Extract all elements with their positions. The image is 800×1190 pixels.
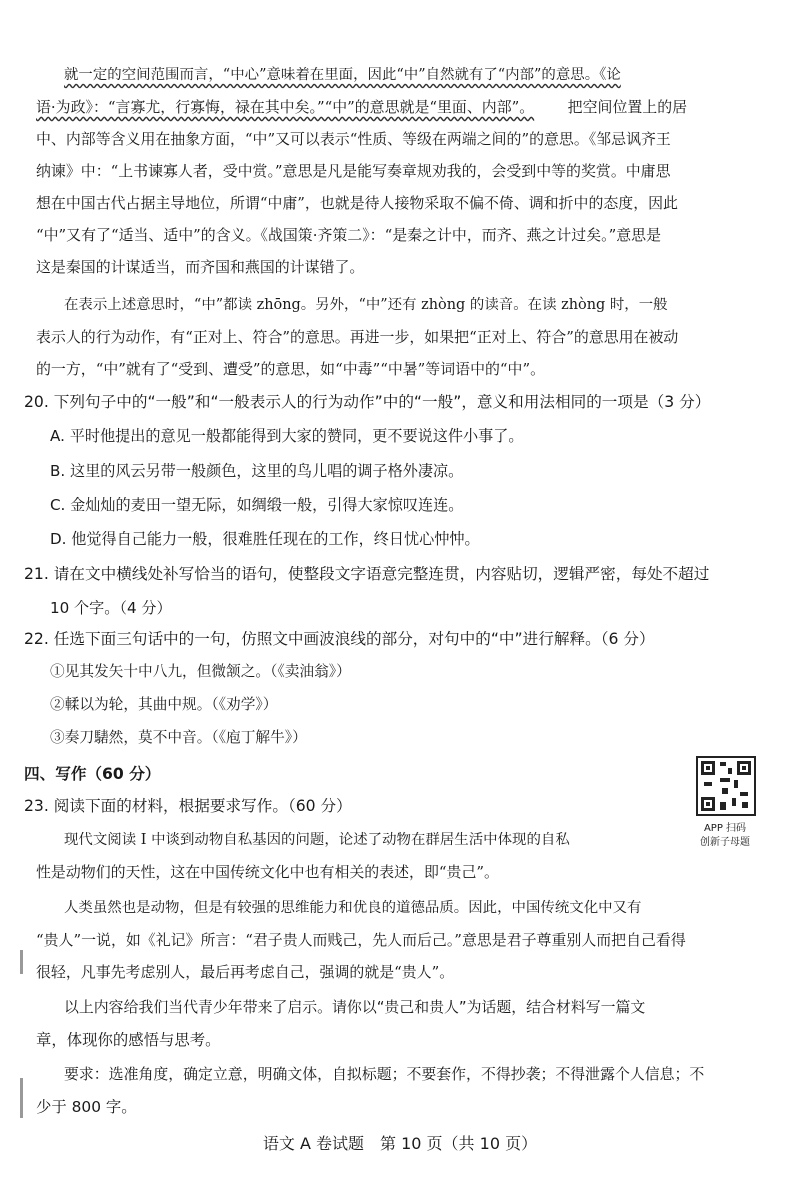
material-line-3: 人类虽然也是动物，但是有较强的思维能力和优良的道德品质。因此，中国传统文化中又有 — [64, 900, 642, 916]
text-line-6: “中”又有了“适当、适中”的含义。《战国策·齐策二》：“是秦之计中，而齐、燕之计过矣。”意思是 — [36, 226, 661, 244]
text-line-2 — [0, 96, 800, 118]
section-writing: 四、写作（60 分） — [24, 765, 161, 783]
qr-module — [704, 782, 712, 786]
text-line-8: 在表示上述意思时，“中”都读 zhōng。另外，“中”还有 zhòng 的读音。在读 zhòng 时，一般 — [64, 297, 668, 313]
prompt-line-2: 章，体现你的感悟与思考。 — [36, 1031, 221, 1049]
qr-module — [742, 802, 748, 808]
page-footer: 语文 A 卷试题 第 10 页（共 10 页） — [262, 1134, 538, 1153]
qr-caption-line-1: APP 扫码 — [703, 823, 747, 834]
qr-code[interactable] — [696, 756, 756, 816]
text-line-9: 表示人的行为动作，有“正对上、符合”的意思。再进一步，如果把“正对上、符合”的意思用在被动 — [36, 328, 679, 346]
qr-module — [720, 778, 730, 782]
qr-module — [734, 780, 738, 788]
material-line-5: 很轻，凡事先考虑别人，最后再考虑自己，强调的就是“贵人”。 — [36, 963, 455, 981]
sentence-3: ③奏刀騞然，莫不中音。（《庖丁解牛》） — [50, 729, 307, 746]
question-21: 21. 请在文中横线处补写恰当的语句，使整段文字语意完整连贯，内容贴切，逻辑严密，每处不超过 — [24, 565, 710, 583]
text-line-10: 的一方，“中”就有了“受到、遭受”的意思，如“中毒”“中暑”等词语中的“中”。 — [36, 360, 546, 378]
prompt-line-1: 以上内容给我们当代青少年带来了启示。请你以“贵己和贵人”为话题，结合材料写一篇文 — [64, 998, 646, 1016]
text-line-7: 这是秦国的计谋适当，而齐国和燕国的计谋错了。 — [36, 258, 365, 276]
question-20: 20. 下列句子中的“一般”和“一般表示人的行为动作”中的“一般”，意义和用法相同的一项是（3 分） — [24, 393, 711, 411]
question-22: 22. 任选下面三句话中的一句，仿照文中画波浪线的部分，对句中的“中”进行解释。（6 分） — [24, 630, 655, 648]
option-a: A. 平时他提出的意见一般都能得到大家的赞同，更不要说这件小事了。 — [50, 427, 524, 445]
requirements-line-1: 要求：选准角度，确定立意，明确文体，自拟标题；不要套作，不得抄袭；不得泄露个人信息；不 — [64, 1065, 705, 1083]
material-line-4: “贵人”一说，如《礼记》所言：“君子贵人而贱己，先人而后己。”意思是君子尊重别人而把自己看得 — [36, 931, 686, 949]
text-line-3: 中、内部等含义用在抽象方面，“中”又可以表示“性质、等级在两端之间的”的意思。《邹忌讽齐王 — [36, 130, 671, 148]
question-21-cont: 10 个字。（4 分） — [50, 599, 172, 617]
qr-caption — [670, 822, 780, 850]
text-line-2-tail: 把空间位置上的居 — [567, 98, 688, 116]
qr-caption-line-2: 创新子母题 — [700, 837, 750, 848]
qr-module — [728, 768, 732, 774]
qr-finder-bl — [701, 797, 715, 811]
qr-module — [722, 788, 728, 794]
requirements-line-2: 少于 800 字。 — [36, 1098, 137, 1116]
text-line-2-wavy: 语·为政》：“言寡尤，行寡悔，禄在其中矣。”“中”的意思就是“里面、内部”。 — [36, 98, 535, 116]
qr-module — [720, 762, 726, 766]
text-line-4: 纳谏》中：“上书谏寡人者，受中赏。”意思是凡是能写奏章规劝我的，会受到中等的奖赏。中庸思 — [36, 162, 671, 180]
question-23: 23. 阅读下面的材料，根据要求写作。（60 分） — [24, 797, 352, 815]
text-line-5: 想在中国古代占据主导地位，所谓“中庸”，也就是待人接物采取不偏不倚、调和折中的态度，因此 — [36, 194, 678, 212]
text-line-1: 就一定的空间范围而言，“中心”意味着在里面，因此“中”自然就有了“内部”的意思。《论 — [64, 67, 621, 83]
qr-module — [740, 792, 748, 796]
qr-finder-tr — [737, 761, 751, 775]
option-d: D. 他觉得自己能力一般，很难胜任现在的工作，终日忧心忡忡。 — [50, 530, 480, 548]
qr-module — [720, 802, 726, 810]
material-line-2: 性是动物们的天性，这在中国传统文化中也有相关的表述，即“贵己”。 — [36, 863, 499, 881]
sentence-1: ①见其发矢十中八九，但微颔之。（《卖油翁》） — [50, 663, 351, 680]
margin-mark — [20, 1078, 23, 1118]
margin-mark — [20, 950, 23, 974]
option-c: C. 金灿灿的麦田一望无际，如绸缎一般，引得大家惊叹连连。 — [50, 496, 464, 514]
option-b: B. 这里的风云另带一般颜色，这里的鸟儿唱的调子格外凄凉。 — [50, 462, 464, 480]
sentence-2: ②輮以为轮，其曲中规。（《劝学》） — [50, 696, 278, 713]
qr-module — [732, 798, 736, 806]
material-line-1: 现代文阅读 Ⅰ 中谈到动物自私基因的问题，论述了动物在群居生活中体现的自私 — [64, 832, 570, 848]
qr-finder-tl — [701, 761, 715, 775]
